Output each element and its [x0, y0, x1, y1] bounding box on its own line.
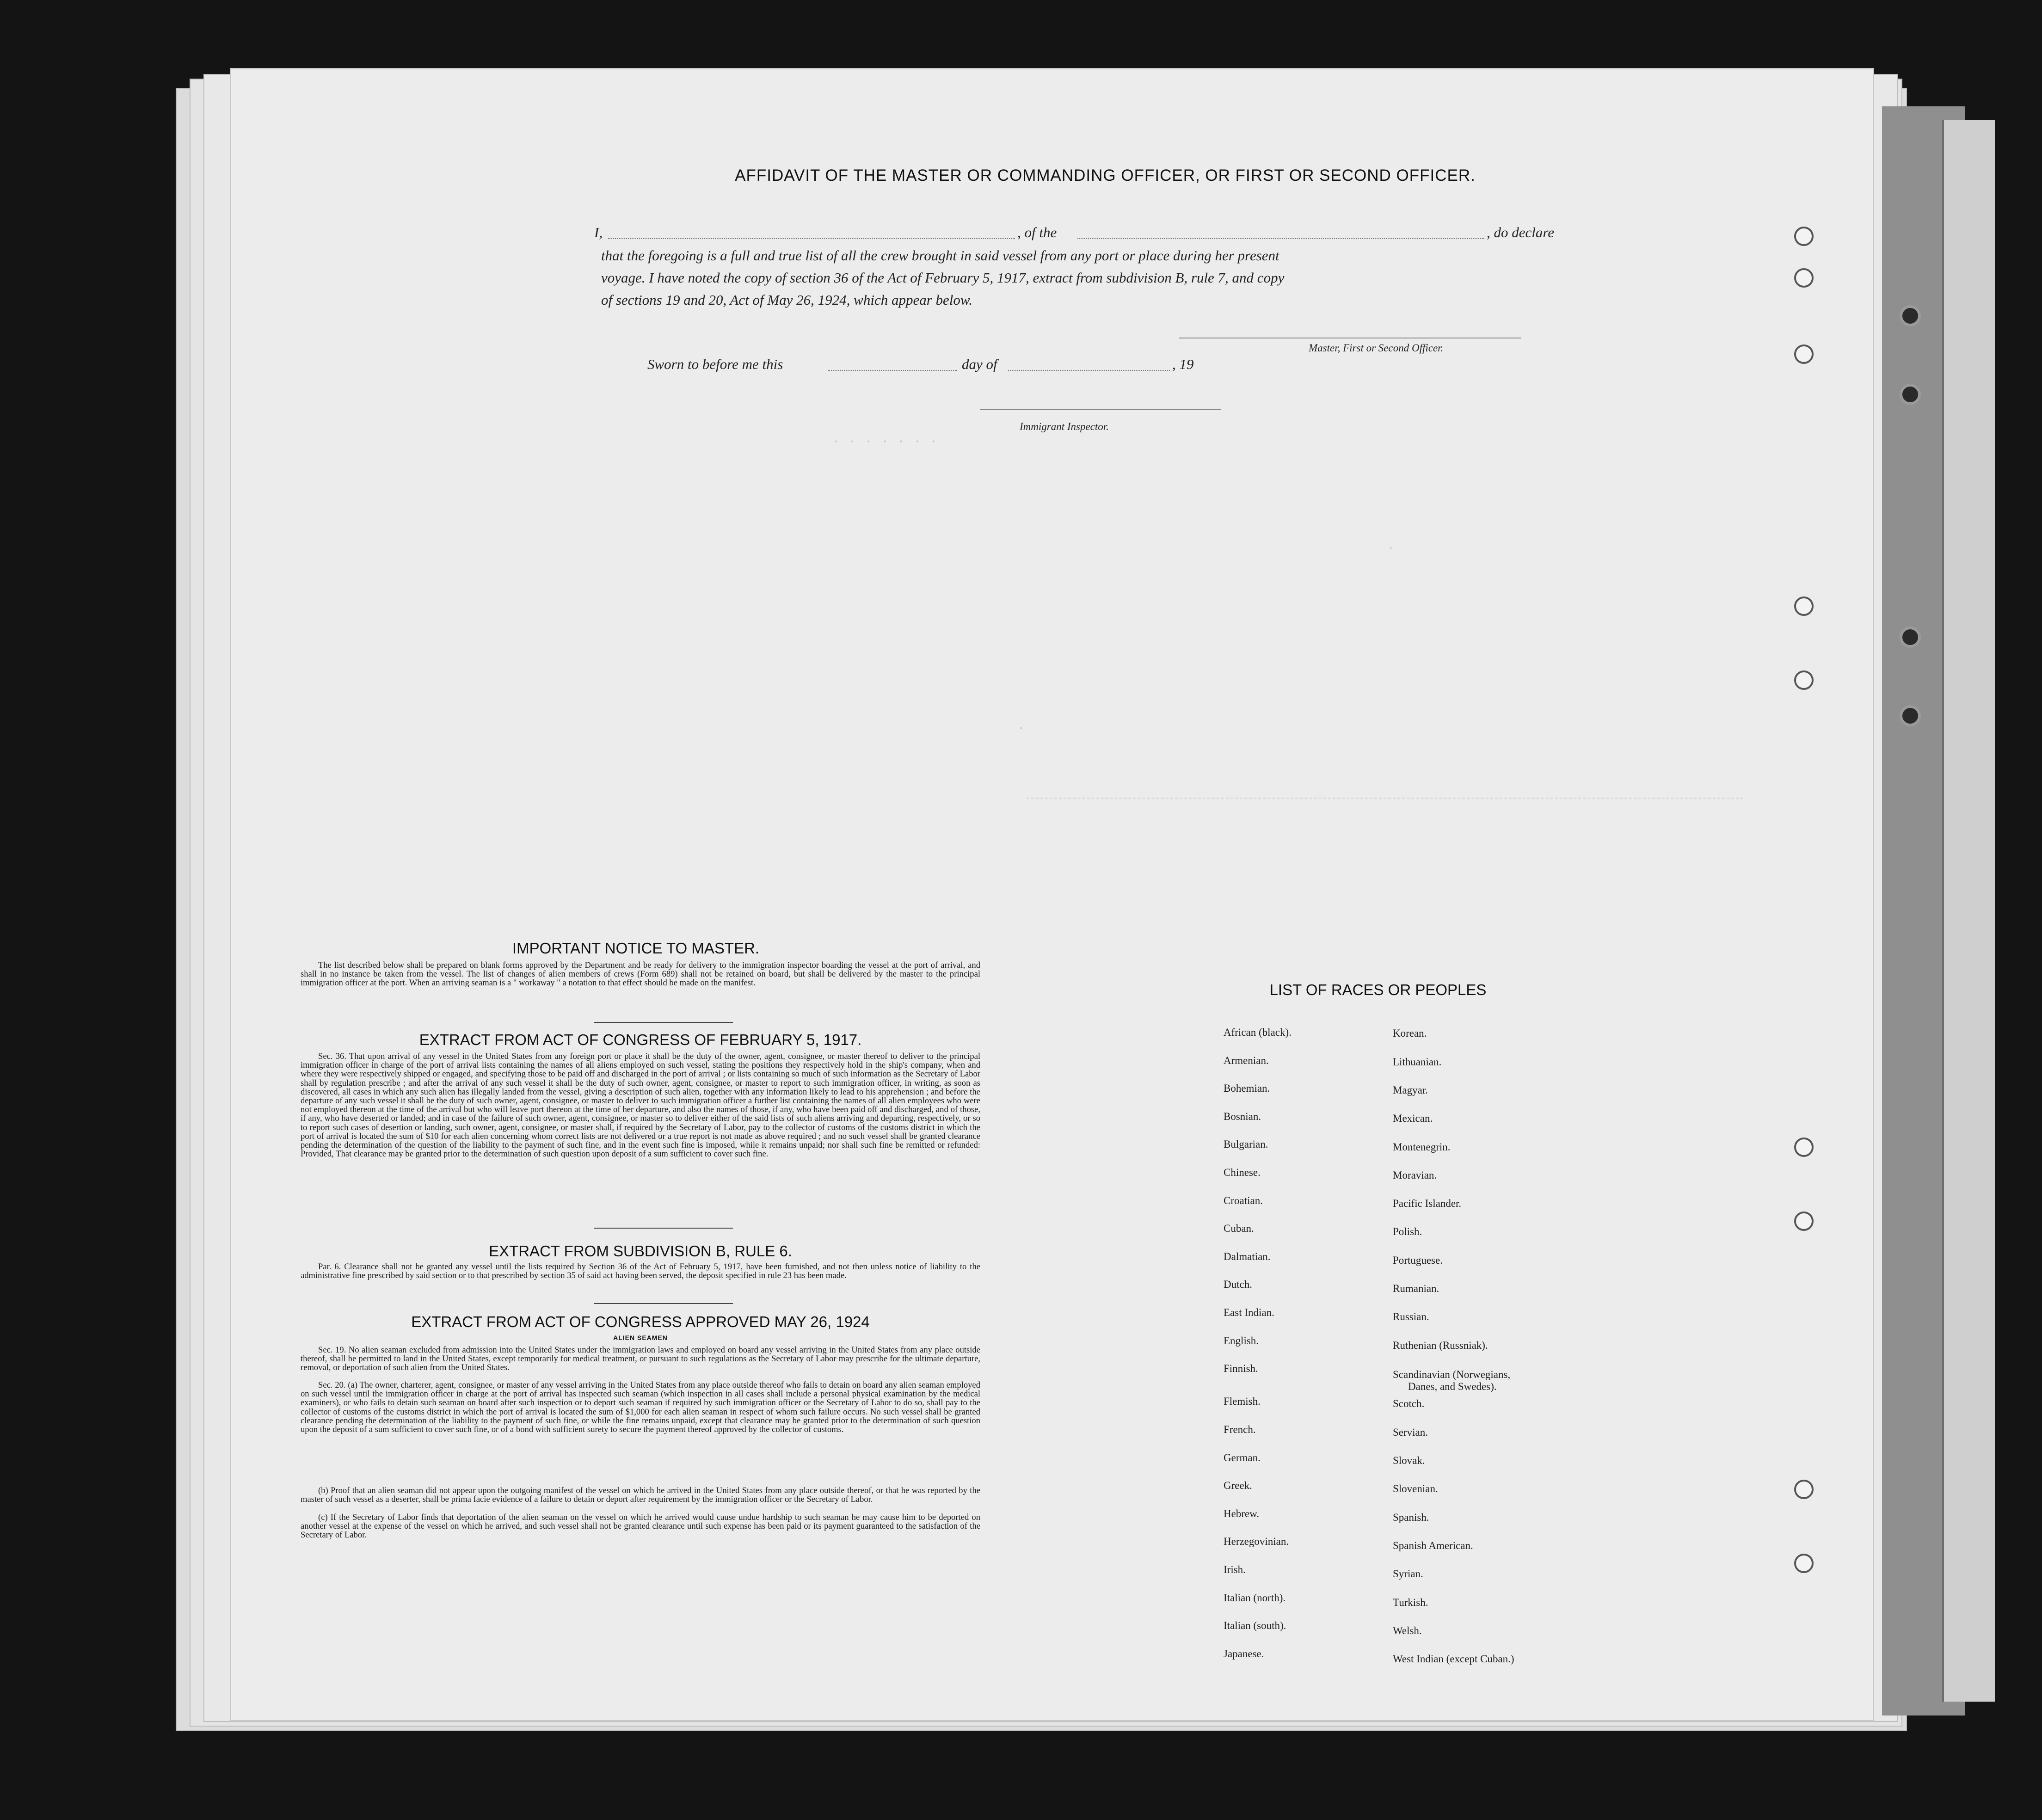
race-item: Danes, and Swedes). — [1408, 1381, 1497, 1392]
race-item: German. — [1224, 1452, 1261, 1463]
affidavit-do-declare: , do declare — [1487, 224, 1555, 240]
extract-1917-text: Sec. 36. That upon arrival of any vessel in the United States from any foreign port or place it shall be the duty of the owner, agent, consignee, or master thereof to deliver to the principal immigration officer in charge of the port of arrival lists containing the names of all aliens employed on such vessel, stating the positions they respectively hold in the ship's company, when and where they were respectively shipped or engaged, and specifying those to be paid off and discharged in the port of arrival ; or lists containing so much of such information as the Secretary of Labor shall by regulation prescribe ; and after the arrival of any such vessel it shall be the duty of such owner, agent, consignee, or master to report to such immigration officer, in writing, as soon as discovered, all cases in which any such alien has illegally landed from the vessel, giving a description of such alien, together with any information likely to lead to his apprehension ; and before the departure of any such vessel it shall be the duty of such owner, agent, consignee, or master to deliver to such immigration officer a further list containing the names of all alien employees who were not employed thereon at the time of the arrival but who will leave port thereon at the time of her departure, and also the names of those, if any, who have been paid off and discharged, and of those, if any, who have deserted or landed; and in case of the failure of such owner, agent, consignee, or master so to deliver either of the said lists of such aliens arriving and departing, respectively, or so to report such cases of desertion or landing, such owner, agent, consignee, or master shall, if required by the Secretary of Labor, pay to the collector of customs of the customs district in which the port of arrival is located the sum of $10 for each alien concerning whom correct lists are not delivered or a true report is not made as above required ; and no such vessel shall be granted clearance pending the determination of the question of the liability to the payment of such fine, and in the event such fine is imposed, while it remains unpaid; nor shall such fine be remitted or refunded: Provided, That clearance may be granted prior to the determination of such question upon deposit of a sum sufficient to cover such fine. — [301, 1051, 980, 1159]
race-item: Portuguese. — [1393, 1254, 1443, 1266]
race-item: Slovenian. — [1393, 1483, 1438, 1494]
race-item: Servian. — [1393, 1426, 1428, 1438]
notice-text: The list described below shall be prepared on blank forms approved by the Department and be ready for delivery to the immigration inspector boarding the vessel at the port of arrival, and shall in no instance be taken from the vessel. The list of changes of alien members of crews (Form 689) shall not be retained on board, but shall be delivered by the master to the principal immigration officer at the port. When an arriving seaman is a " workaway " a notation to that effect should be made on the manifest. — [301, 960, 980, 988]
extract-1924-subtitle: ALIEN SEAMEN — [613, 1334, 668, 1341]
show-through-rule — [1027, 798, 1743, 799]
show-through-text: · — [1387, 541, 1396, 555]
sworn-label: Sworn to before me this — [647, 356, 783, 372]
affidavit-line-2: that the foregoing is a full and true list of all the crew brought in said vessel from any port or place during her present — [601, 247, 1279, 264]
binder-rivet-icon — [1900, 384, 1921, 405]
master-caption: Master, First or Second Officer. — [1309, 342, 1444, 354]
race-item: Moravian. — [1393, 1169, 1437, 1181]
sworn-month-blank — [1008, 370, 1170, 371]
extract-1924-sec20b: (b) Proof that an alien seaman did not appear upon the outgoing manifest of the vessel on which he arrived in the United States from any place outside thereof, or that he was reported by the master of such vessel as a deserter, shall be prima facie evidence of a failure to detain or deport after requirement by the immigration officer or the Secretary of Labor. — [301, 1486, 980, 1505]
race-item: Polish. — [1393, 1226, 1422, 1237]
notice-title: IMPORTANT NOTICE TO MASTER. — [512, 940, 760, 957]
document-page — [231, 69, 1873, 1720]
race-item: Russian. — [1393, 1311, 1429, 1322]
race-item: Turkish. — [1393, 1597, 1428, 1608]
race-item: Korean. — [1393, 1027, 1427, 1039]
race-item: Spanish. — [1393, 1512, 1429, 1523]
sworn-day-blank — [828, 370, 957, 371]
race-item: Hebrew. — [1224, 1508, 1260, 1519]
punch-hole-icon — [1794, 344, 1814, 364]
race-item: Italian (south). — [1224, 1620, 1286, 1631]
race-item: Herzegovinian. — [1224, 1536, 1289, 1547]
punch-hole-icon — [1794, 670, 1814, 690]
race-item: West Indian (except Cuban.) — [1393, 1653, 1514, 1665]
extract-1917-title: EXTRACT FROM ACT OF CONGRESS OF FEBRUARY 5, 1917. — [419, 1031, 862, 1048]
punch-hole-icon — [1794, 596, 1814, 616]
affidavit-line-4: of sections 19 and 20, Act of May 26, 1924, which appear below. — [601, 292, 973, 308]
races-title: LIST OF RACES OR PEOPLES — [1269, 981, 1487, 998]
race-item: Welsh. — [1393, 1625, 1422, 1636]
punch-hole-icon — [1794, 268, 1814, 288]
divider — [594, 1228, 733, 1229]
race-item: Scotch. — [1393, 1398, 1425, 1409]
race-item: Cuban. — [1224, 1223, 1254, 1234]
inspector-caption: Immigrant Inspector. — [1020, 421, 1109, 432]
inspector-signature-line — [980, 409, 1221, 410]
affidavit-title: AFFIDAVIT OF THE MASTER OR COMMANDING OFFICER, OR FIRST OR SECOND OFFICER. — [735, 166, 1476, 184]
race-item: Greek. — [1224, 1480, 1252, 1491]
race-item: Finnish. — [1224, 1363, 1258, 1374]
race-item: Croatian. — [1224, 1195, 1263, 1206]
binder-edge — [1942, 120, 1995, 1702]
race-item: French. — [1224, 1424, 1256, 1435]
day-of-label: day of — [962, 356, 997, 372]
race-item: Dutch. — [1224, 1279, 1252, 1290]
race-item: Chinese. — [1224, 1167, 1261, 1178]
race-item: Lithuanian. — [1393, 1056, 1442, 1068]
name-blank — [608, 238, 1015, 239]
race-item: Mexican. — [1393, 1113, 1433, 1124]
affidavit-line-3: voyage. I have noted the copy of section 36 of the Act of February 5, 1917, extract from subdivision B, rule 7, and copy — [601, 270, 1285, 286]
extract-1924-title: EXTRACT FROM ACT OF CONGRESS APPROVED MAY 26, 1924 — [411, 1313, 870, 1330]
show-through-text: · · · · · · · — [832, 435, 938, 449]
extract-1924-sec20a: Sec. 20. (a) The owner, charterer, agent, consignee, or master of any vessel arriving in the United States from any place outside thereof who fails to detain on board any alien seaman employed on such vessel until the immigration officer in charge at the port of arrival has inspected such seaman (which inspection in all cases shall include a personal physical examination by the medical examiners), or who fails to detain such seaman on board after such inspection or to deport such seaman if required by such immigration officer or the Secretary of Labor to do so, shall pay to the collector of customs of the customs district in which the port of arrival is located the sum of $1,000 for each alien seaman in respect of whom such failure occurs. No such vessel shall be granted clearance pending the determination of the liability to the payment of such fine, or while the fine remains unpaid, except that clearance may be granted prior to the determination of such question upon the deposit of a sum sufficient to cover such fine, or of a bond with sufficient surety to secure the payment thereof approved by the collector of customs. — [301, 1380, 980, 1435]
race-item: Dalmatian. — [1224, 1251, 1271, 1262]
race-item: Bulgarian. — [1224, 1138, 1268, 1150]
extract-rule6-title: EXTRACT FROM SUBDIVISION B, RULE 6. — [489, 1242, 792, 1260]
race-item: Japanese. — [1224, 1648, 1264, 1660]
race-item: Magyar. — [1393, 1084, 1428, 1096]
race-item: Slovak. — [1393, 1455, 1425, 1466]
race-item: Spanish American. — [1393, 1540, 1473, 1551]
punch-hole-icon — [1794, 227, 1814, 246]
race-item: Irish. — [1224, 1564, 1246, 1575]
race-item: African (black). — [1224, 1027, 1292, 1038]
punch-hole-icon — [1794, 1480, 1814, 1499]
race-item: Ruthenian (Russniak). — [1393, 1340, 1488, 1351]
extract-rule6-text: Par. 6. Clearance shall not be granted any vessel until the lists required by Section 36 of the Act of February 5, 1917, have been furnished, and not then unless notice of liability to the administrative fine prescribed by said section or to that prescribed by section 35 of said act having been served, the deposit specified in rule 23 has been made. — [301, 1262, 980, 1281]
race-item: Bosnian. — [1224, 1111, 1261, 1122]
binder-rivet-icon — [1900, 705, 1921, 726]
extract-1924-sec20c: (c) If the Secretary of Labor finds that deportation of the alien seaman on the vessel on which he arrived would cause undue hardship to such seaman he may cause him to be deported on another vessel at the expense of the vessel on which he arrived, and such vessel shall not be granted clearance until such expense has been paid or its payment guaranteed to the satisfaction of the Secretary of Labor. — [301, 1513, 980, 1540]
race-item: Italian (north). — [1224, 1592, 1286, 1604]
race-item: English. — [1224, 1335, 1259, 1347]
race-item: Rumanian. — [1393, 1283, 1439, 1294]
divider — [594, 1303, 733, 1304]
divider — [594, 1022, 733, 1023]
punch-hole-icon — [1794, 1211, 1814, 1231]
binder-rivet-icon — [1900, 627, 1921, 648]
affidavit-of-the: , of the — [1017, 224, 1057, 240]
race-item: Scandinavian (Norwegians, — [1393, 1369, 1511, 1380]
race-item: East Indian. — [1224, 1307, 1274, 1318]
affidavit-i-label: I, — [594, 224, 603, 240]
race-item: Montenegrin. — [1393, 1141, 1451, 1153]
race-item: Flemish. — [1224, 1396, 1261, 1407]
punch-hole-icon — [1794, 1554, 1814, 1573]
show-through-text: · — [1017, 721, 1026, 735]
binder-rivet-icon — [1900, 305, 1921, 326]
year-label: , 19 — [1172, 356, 1194, 372]
race-item: Bohemian. — [1224, 1082, 1270, 1094]
race-item: Syrian. — [1393, 1568, 1423, 1580]
race-item: Pacific Islander. — [1393, 1198, 1462, 1209]
punch-hole-icon — [1794, 1138, 1814, 1157]
vessel-blank — [1077, 238, 1484, 239]
race-item: Armenian. — [1224, 1055, 1269, 1066]
extract-1924-sec19: Sec. 19. No alien seaman excluded from admission into the United States under the immigration laws and employed on board any vessel arriving in the United States from any place outside thereof, shall be permitted to land in the United States, except temporarily for medical treatment, or pursuant to such regulations as the Secretary of Labor may prescribe for the ultimate departure, removal, or deportation of such alien from the United States. — [301, 1345, 980, 1373]
